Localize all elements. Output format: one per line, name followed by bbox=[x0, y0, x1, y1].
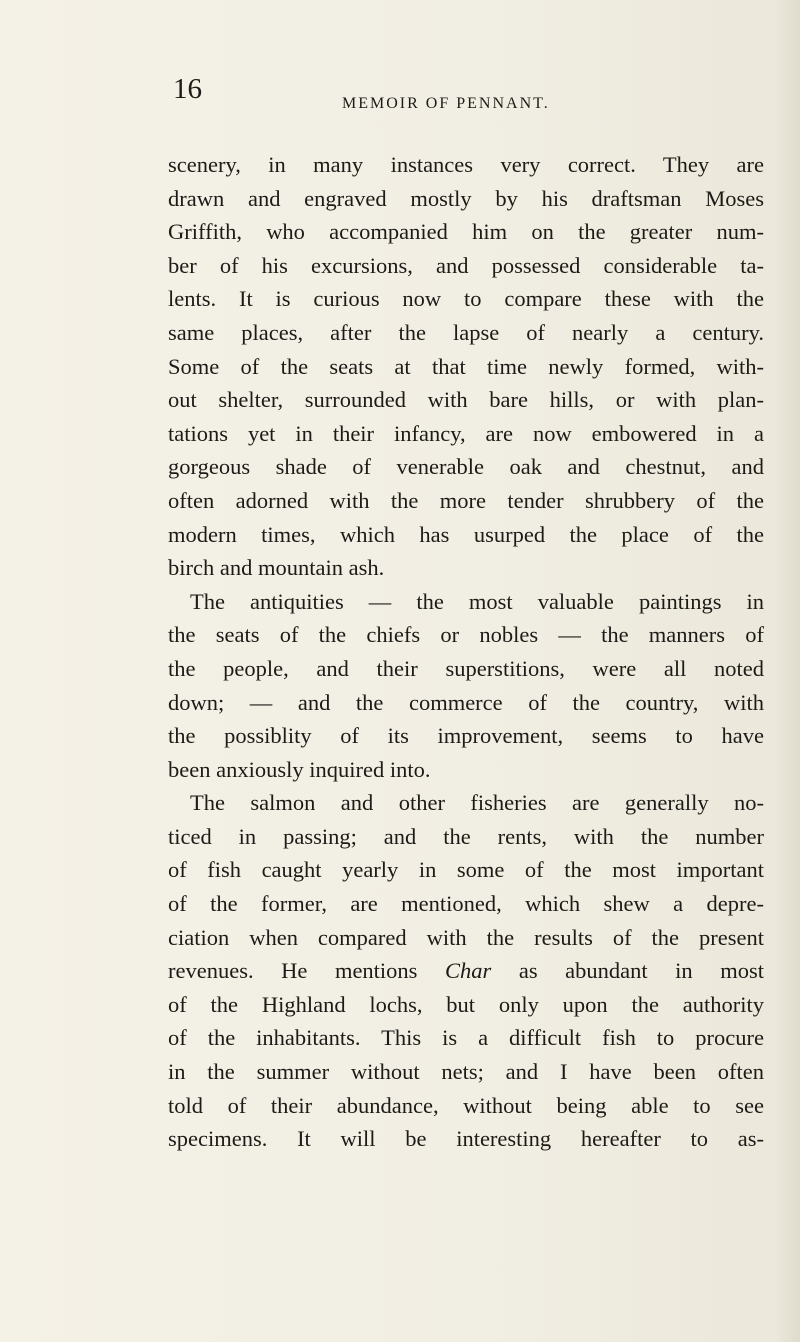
text-line: modern times, which has usurped the place of the bbox=[168, 521, 764, 547]
text-line: the seats of the chiefs or nobles — the manners of bbox=[168, 622, 764, 648]
text-line: Griffith, who accompanied him on the greater num- bbox=[168, 219, 764, 245]
body-text bbox=[168, 148, 764, 1156]
text-line: the people, and their superstitions, were all noted bbox=[168, 655, 764, 681]
text-line: out shelter, surrounded with bare hills, or with plan- bbox=[168, 387, 764, 413]
text-line: The salmon and other fisheries are generally no- bbox=[190, 790, 764, 816]
text-line: tations yet in their infancy, are now embowered in a bbox=[168, 420, 764, 446]
text-line: of the former, are mentioned, which shew a depre- bbox=[168, 891, 764, 917]
text-line: of the inhabitants. This is a difficult fish to procure bbox=[168, 1025, 764, 1051]
text-line: birch and mountain ash. bbox=[168, 555, 385, 581]
text-line: often adorned with the more tender shrubbery of the bbox=[168, 487, 764, 513]
text-line: lents. It is curious now to compare these with the bbox=[168, 286, 764, 312]
text-line: been anxiously inquired into. bbox=[168, 756, 431, 782]
text-line: gorgeous shade of venerable oak and chestnut, and bbox=[168, 454, 764, 480]
text-line: told of their abundance, without being able to see bbox=[168, 1092, 764, 1118]
text-line: down; — and the commerce of the country, with bbox=[168, 689, 764, 715]
page-number: 16 bbox=[173, 73, 202, 105]
text-line: ber of his excursions, and possessed considerable ta- bbox=[168, 252, 764, 278]
text-line: the possiblity of its improvement, seems to have bbox=[168, 723, 764, 749]
text-line: scenery, in many instances very correct. They are bbox=[168, 152, 764, 177]
text-line: of fish caught yearly in some of the most important bbox=[168, 857, 764, 883]
text-line: in the summer without nets; and I have been often bbox=[168, 1059, 764, 1085]
text-line: revenues. He mentions Char as abundant in most bbox=[168, 958, 764, 984]
text-line: drawn and engraved mostly by his draftsman Moses bbox=[168, 185, 764, 211]
text-line: The antiquities — the most valuable paintings in bbox=[190, 588, 764, 614]
text-line: same places, after the lapse of nearly a century. bbox=[168, 319, 764, 345]
text-line: Some of the seats at that time newly formed, with- bbox=[168, 353, 764, 379]
running-title: MEMOIR OF PENNANT. bbox=[342, 95, 550, 112]
text-line: specimens. It will be interesting hereafter to as- bbox=[168, 1126, 764, 1152]
page-edge-shadow bbox=[776, 0, 800, 1342]
italic-word: Char bbox=[445, 958, 492, 984]
text-line: ticed in passing; and the rents, with the number bbox=[168, 823, 764, 849]
text-line: ciation when compared with the results of the present bbox=[168, 924, 764, 950]
text-line: of the Highland lochs, but only upon the authority bbox=[168, 991, 764, 1017]
